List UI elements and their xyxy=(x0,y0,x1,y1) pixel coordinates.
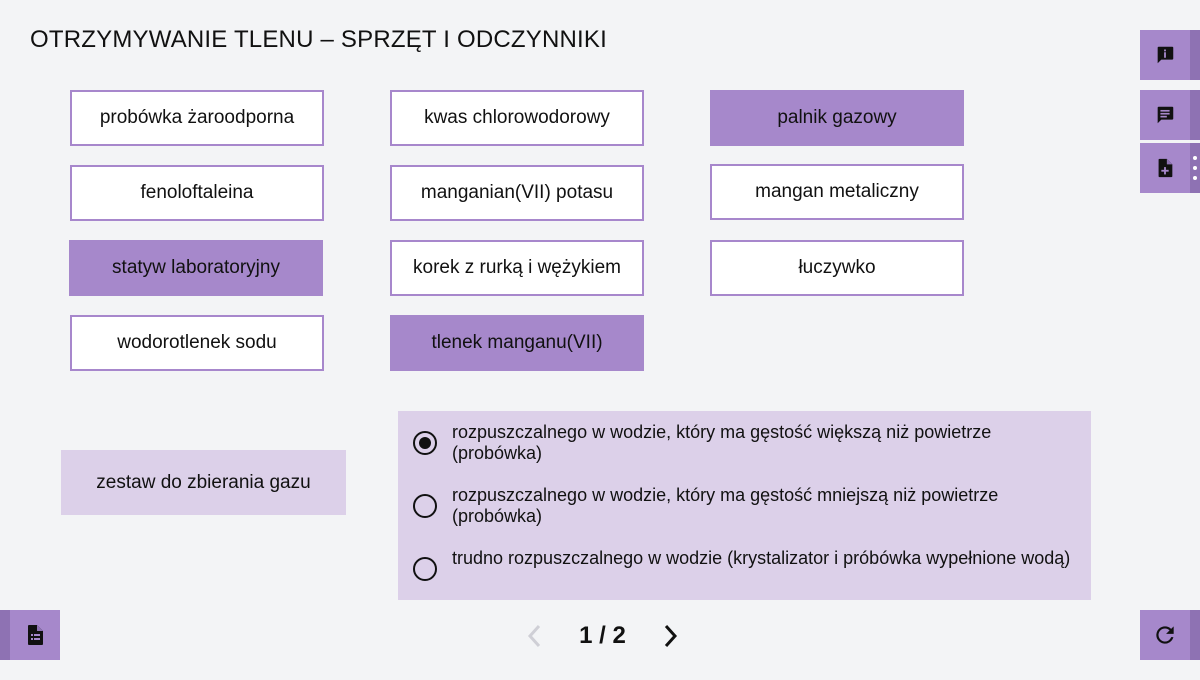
tile-label: mangan metaliczny xyxy=(755,181,919,202)
tile-label: wodorotlenek sodu xyxy=(117,332,277,353)
option-text: rozpuszczalnego w wodzie, który ma gęstość mniejszą niż powietrze (probówka) xyxy=(452,485,999,526)
button-edge xyxy=(1190,90,1200,140)
tile-label: fenoloftaleina xyxy=(140,182,254,203)
document-list-icon xyxy=(23,623,47,647)
page-title: OTRZYMYWANIE TLENU – SPRZĘT I ODCZYNNIKI xyxy=(30,26,607,53)
prev-page-button[interactable] xyxy=(520,621,550,651)
tile-label: statyw laboratoryjny xyxy=(112,257,280,278)
drag-handle-icon[interactable] xyxy=(1191,156,1199,180)
gas-kit-label: zestaw do zbierania gazu xyxy=(96,471,311,493)
option-text: trudno rozpuszczalnego w wodzie (krystalizator i próbówka wypełnione wodą) xyxy=(452,548,1071,568)
tile-label: kwas chlorowodorowy xyxy=(424,107,610,128)
tile-label: tlenek manganu(VII) xyxy=(431,332,603,353)
info-button[interactable] xyxy=(1140,30,1200,80)
button-edge xyxy=(1190,30,1200,80)
tile-fenoloftaleina[interactable] xyxy=(70,165,324,221)
option-lighter-than-air[interactable] xyxy=(413,485,1073,527)
summary-button[interactable] xyxy=(0,610,60,660)
tile-tlenek[interactable] xyxy=(390,315,644,371)
chevron-right-icon xyxy=(659,623,681,649)
button-edge xyxy=(1190,610,1200,660)
tile-label: manganian(VII) potasu xyxy=(420,182,614,203)
tile-label: korek z rurką i wężykiem xyxy=(413,257,621,278)
option-text: rozpuszczalnego w wodzie, który ma gęstość większą niż powietrze (probówka) xyxy=(452,422,992,463)
tile-luczywko[interactable] xyxy=(710,240,964,296)
refresh-icon xyxy=(1152,622,1178,648)
reset-button[interactable] xyxy=(1140,610,1200,660)
tile-statyw[interactable] xyxy=(69,240,323,296)
radio-button[interactable] xyxy=(413,431,437,455)
tile-palnik[interactable] xyxy=(710,90,964,146)
option-heavier-than-air[interactable] xyxy=(413,422,1073,464)
tile-label: palnik gazowy xyxy=(777,107,897,128)
note-add-icon xyxy=(1154,157,1176,179)
chevron-left-icon xyxy=(524,623,546,649)
tile-wodorotlenek[interactable] xyxy=(70,315,324,371)
add-note-button[interactable] xyxy=(1140,143,1200,193)
tile-kwas[interactable] xyxy=(390,90,644,146)
options-panel xyxy=(398,411,1091,600)
option-poorly-soluble[interactable] xyxy=(413,548,1073,581)
next-page-button[interactable] xyxy=(655,621,685,651)
tile-korek[interactable] xyxy=(390,240,644,296)
tile-probowka[interactable] xyxy=(70,90,324,146)
comments-button[interactable] xyxy=(1140,90,1200,140)
gas-kit-tile[interactable] xyxy=(61,450,346,515)
comment-icon xyxy=(1154,104,1176,126)
page-indicator: 1 / 2 xyxy=(579,622,626,649)
tile-mangan[interactable] xyxy=(710,164,964,220)
radio-button[interactable] xyxy=(413,557,437,581)
button-edge xyxy=(0,610,10,660)
pager xyxy=(520,614,685,658)
tile-label: probówka żaroodporna xyxy=(99,107,295,128)
tile-manganian[interactable] xyxy=(390,165,644,221)
info-icon xyxy=(1154,44,1176,66)
tile-label: łuczywko xyxy=(798,257,876,278)
radio-button[interactable] xyxy=(413,494,437,518)
